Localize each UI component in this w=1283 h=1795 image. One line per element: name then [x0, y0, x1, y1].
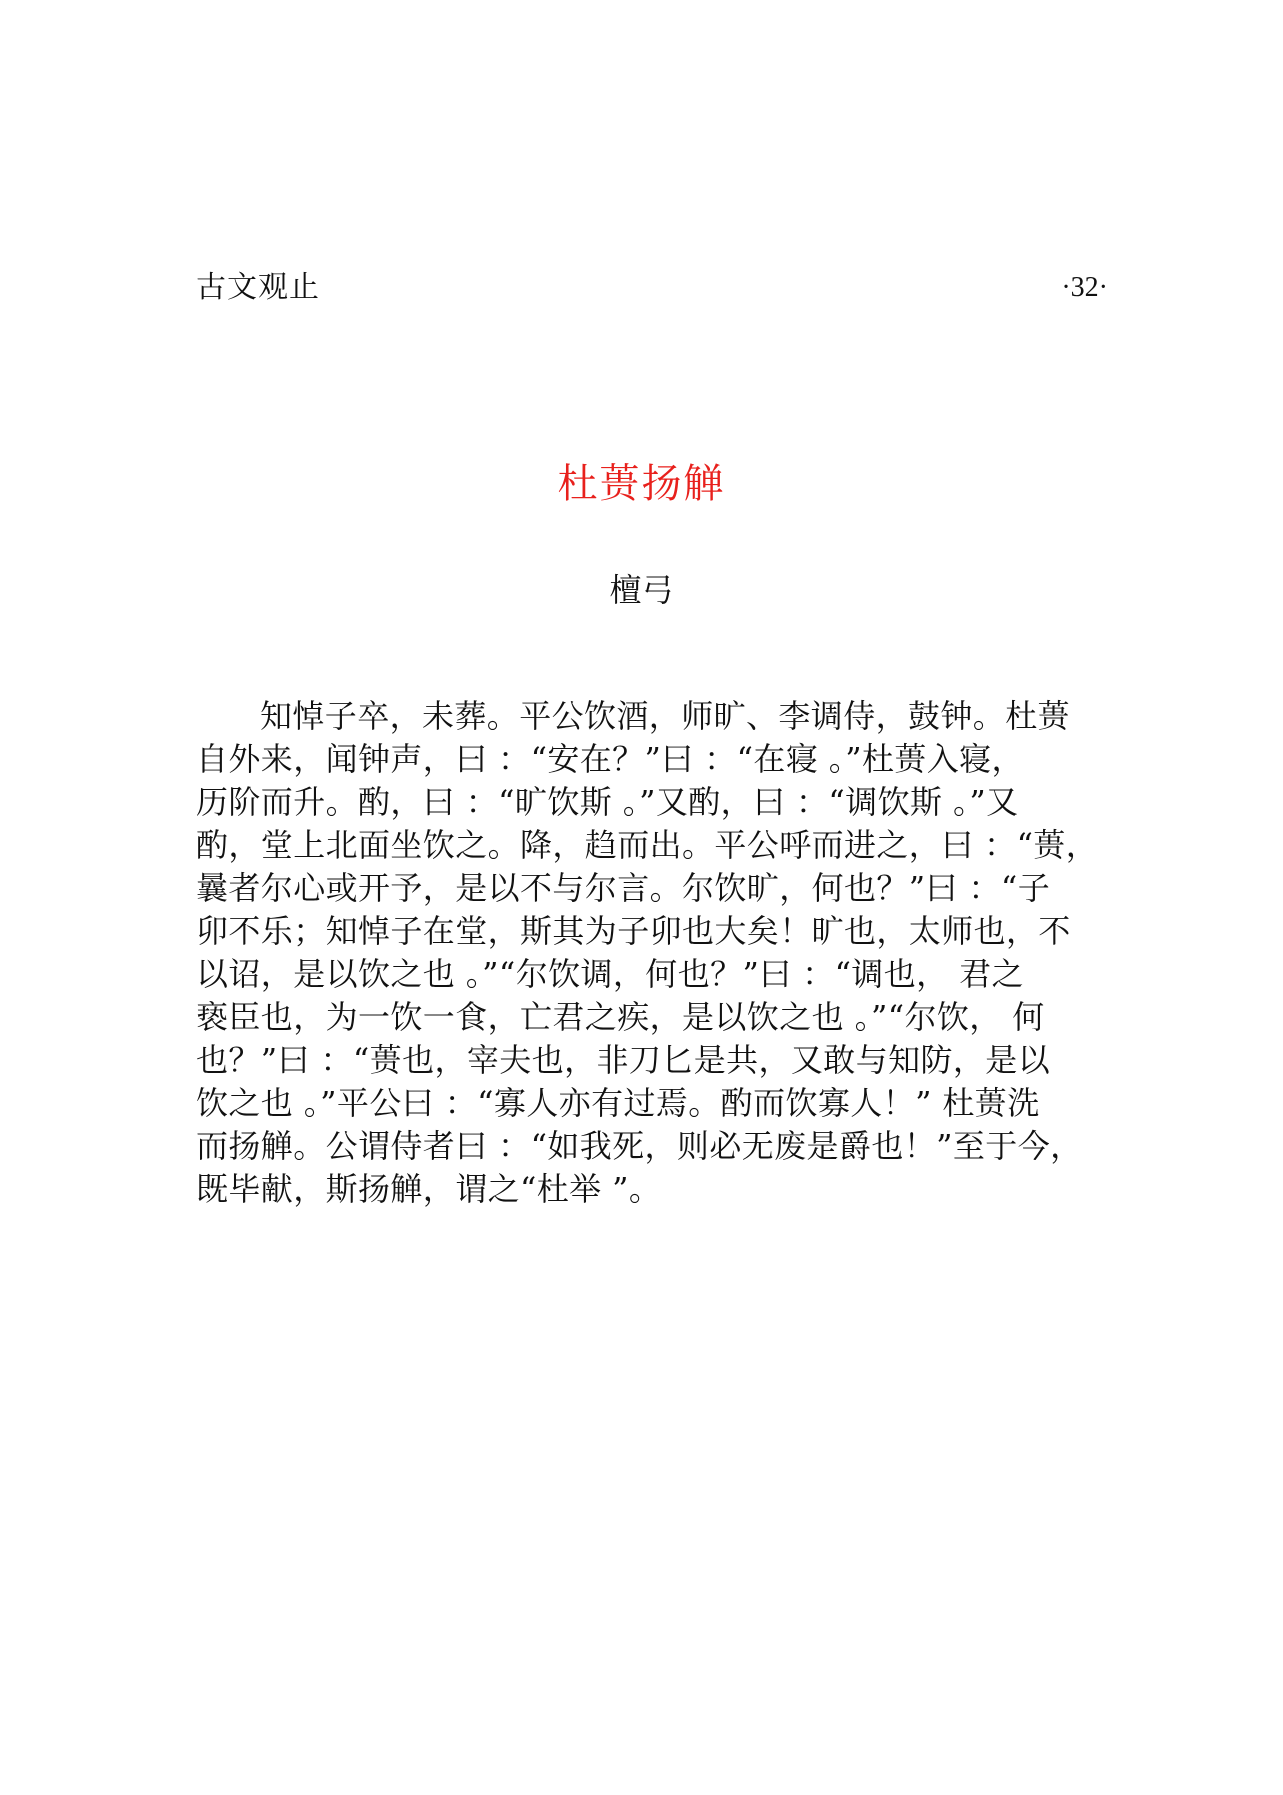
body-line: 饮之也 。”平公曰 ：“寡人亦有过焉。酌而饮寡人！” 杜蒉洗 — [196, 1084, 1040, 1122]
body-line: 既毕献，斯扬觯，谓之“杜举 ”。 — [196, 1170, 662, 1208]
body-line: 曩者尔心或开予，是以不与尔言。尔饮旷，何也？”曰 ：“子 — [196, 869, 1051, 907]
body-line: 而扬觯。公谓侍者曰 ：“如我死，则必无废是爵也！”至于今， — [196, 1127, 1083, 1165]
body-line: 知悼子卒，未葬。平公饮酒，师旷、李调侍，鼓钟。杜蒉 — [260, 697, 1071, 735]
body-line: 卯不乐；知悼子在堂，斯其为子卯也大矣！旷也，太师也，不 — [196, 912, 1071, 950]
page-number: ·32· — [1061, 272, 1108, 303]
body-line: 也？”曰 ：“蒉也，宰夫也，非刀匕是共，又敢与知防，是以 — [196, 1041, 1051, 1079]
article-author: 檀弓 — [609, 571, 674, 609]
article-body — [196, 695, 1099, 1211]
body-line: 亵臣也，为一饮一食，亡君之疾，是以饮之也 。”“尔饮， 何 — [196, 998, 1045, 1036]
body-line: 酌，堂上北面坐饮之。降，趋而出。平公呼而进之，曰 ：“蒉， — [196, 826, 1099, 864]
article-title: 杜蒉扬觯 — [557, 461, 726, 507]
body-line: 自外来，闻钟声，曰 ：“安在？”曰 ：“在寝 。”杜蒉入寝， — [196, 740, 1024, 778]
running-header-book-title: 古文观止 — [196, 270, 320, 305]
body-line: 历阶而升。酌，曰 ：“旷饮斯 。”又酌，曰 ：“调饮斯 。”又 — [196, 783, 1019, 821]
body-line: 以诏，是以饮之也 。”“尔饮调，何也？”曰 ：“调也， 君之 — [196, 955, 1024, 993]
